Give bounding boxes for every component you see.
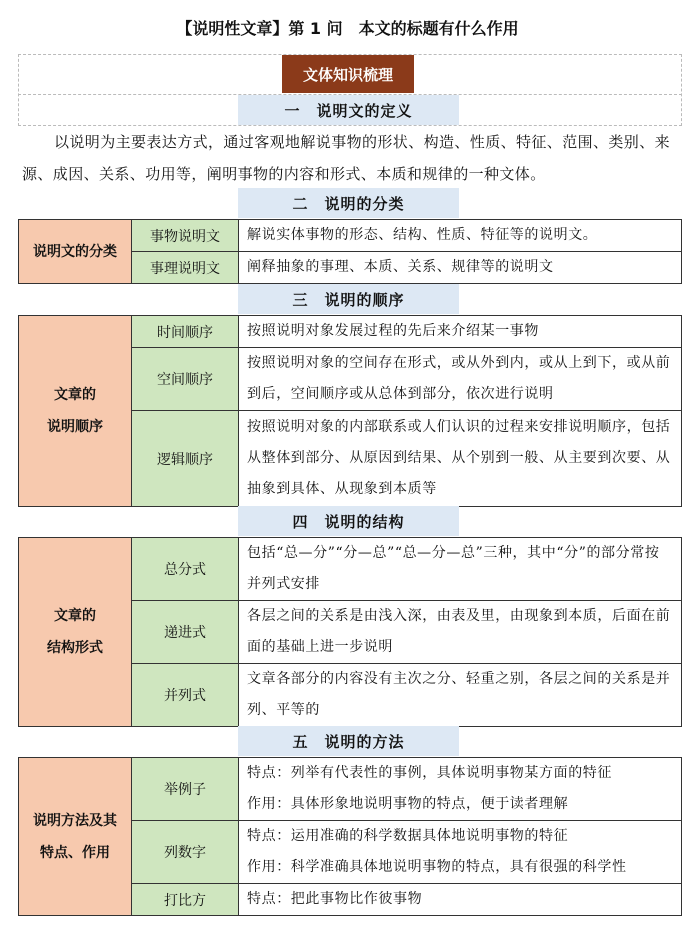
section-heading-order: 三 说明的顺序 <box>238 284 459 314</box>
row-label: 逻辑顺序 <box>132 411 239 507</box>
structure-header <box>19 538 132 727</box>
row-label: 事物说明文 <box>132 220 239 252</box>
row-content: 按照说明对象的空间存在形式，或从外到内，或从上到下，或从前到后，空间顺序或从总体到部分，依次进行说明 <box>239 348 682 411</box>
structure-header-line2: 结构形式 <box>47 640 103 656</box>
row-label: 时间顺序 <box>132 316 239 348</box>
classification-table <box>18 219 682 284</box>
row-label: 举例子 <box>132 758 239 821</box>
order-header-line1: 文章的 <box>54 387 96 403</box>
section-banner: 文体知识梳理 <box>282 55 414 93</box>
methods-header-line1: 说明方法及其 <box>33 812 117 829</box>
feature-line: 特点：运用准确的科学数据具体地说明事物的特征 <box>247 828 569 844</box>
row-label: 打比方 <box>132 884 239 916</box>
row-label: 总分式 <box>132 538 239 601</box>
row-content: 文章各部分的内容没有主次之分、轻重之别，各层之间的关系是并列、平等的 <box>239 664 682 727</box>
row-label: 并列式 <box>132 664 239 727</box>
methods-table <box>18 757 682 916</box>
row-label: 空间顺序 <box>132 348 239 411</box>
row-content: 阐释抽象的事理、本质、关系、规律等的说明文 <box>239 252 682 284</box>
order-table <box>18 315 682 507</box>
structure-header-line1: 文章的 <box>54 608 96 624</box>
function-line: 作用：具体形象地说明事物的特点，便于读者理解 <box>247 796 569 812</box>
structure-table <box>18 537 682 727</box>
row-content: 包括“总—分”“分—总”“总—分—总”三种，其中“分”的部分常按并列式安排 <box>239 538 682 601</box>
function-line: 作用：科学准确具体地说明事物的特点，具有很强的科学性 <box>247 859 627 875</box>
row-content: 特点：把此事物比作彼事物 <box>239 884 682 916</box>
section-heading-structure: 四 说明的结构 <box>238 506 459 536</box>
row-content <box>239 758 682 821</box>
section-heading-classification: 二 说明的分类 <box>238 188 459 218</box>
row-label: 列数字 <box>132 821 239 884</box>
row-label: 事理说明文 <box>132 252 239 284</box>
row-content: 按照说明对象发展过程的先后来介绍某一事物 <box>239 316 682 348</box>
methods-header-line2: 特点、作用 <box>40 844 110 861</box>
classification-header: 说明文的分类 <box>19 220 132 284</box>
feature-line: 特点：列举有代表性的事例，具体说明事物某方面的特征 <box>247 765 612 781</box>
section-heading-definition: 一 说明文的定义 <box>238 95 459 125</box>
row-content <box>239 821 682 884</box>
row-content: 各层之间的关系是由浅入深，由表及里，由现象到本质，后面在前面的基础上进一步说明 <box>239 601 682 664</box>
section-heading-methods: 五 说明的方法 <box>238 726 459 756</box>
row-content: 按照说明对象的内部联系或人们认识的过程来安排说明顺序，包括从整体到部分、从原因到结果、从个别到一般、从主要到次要、从抽象到具体、从现象到本质等 <box>239 411 682 507</box>
order-header <box>19 316 132 507</box>
page-title: 【说明性文章】第 1 问 本文的标题有什么作用 <box>176 19 519 38</box>
frame-line <box>18 54 19 126</box>
row-label: 递进式 <box>132 601 239 664</box>
frame-line <box>681 54 682 126</box>
definition-paragraph: 以说明为主要表达方式，通过客观地解说事物的形状、构造、性质、特征、范围、类别、来源、成因、关系、功用等，阐明事物的内容和形式、本质和规律的一种文体。 <box>22 133 671 183</box>
order-header-line2: 说明顺序 <box>47 419 103 435</box>
row-content: 解说实体事物的形态、结构、性质、特征等的说明文。 <box>239 220 682 252</box>
methods-header <box>19 758 132 916</box>
